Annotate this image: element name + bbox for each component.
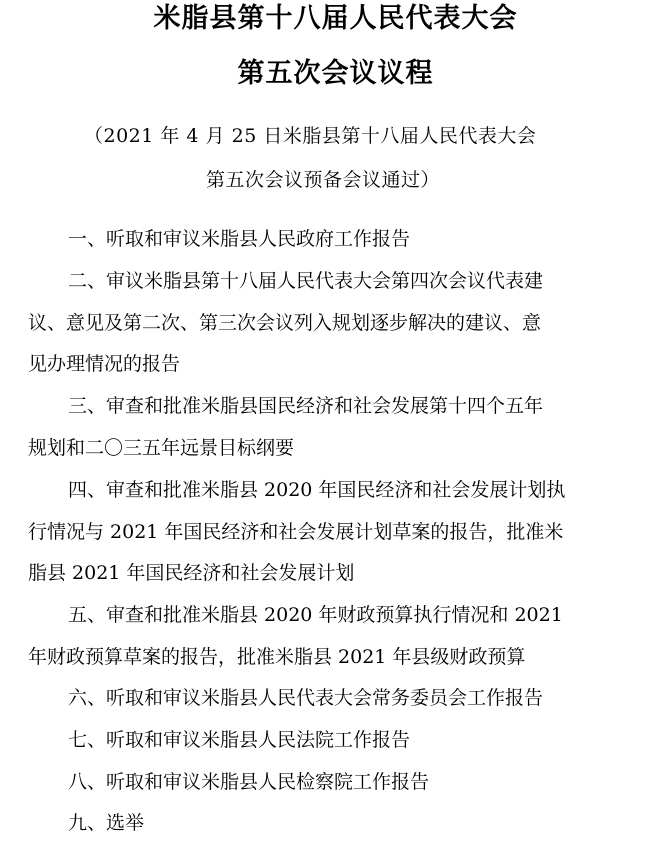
agenda-item-3-line-1: 三、审查和批准米脂县国民经济和社会发展第十四个五年	[68, 395, 544, 417]
agenda-item-4-line-1: 四、审查和批准米脂县 2020 年国民经济和社会发展计划执	[68, 479, 566, 501]
adoption-note-line-2: 第五次会议预备会议通过）	[206, 169, 441, 191]
agenda-item-8-line-1: 八、听取和审议米脂县人民检察院工作报告	[68, 771, 430, 793]
agenda-item-6-line-1: 六、听取和审议米脂县人民代表大会常务委员会工作报告	[68, 687, 544, 709]
agenda-item-2-line-1: 二、审议米脂县第十八届人民代表大会第四次会议代表建	[68, 270, 544, 292]
agenda-item-3-line-2: 规划和二〇三五年远景目标纲要	[28, 437, 295, 459]
agenda-item-2-line-3: 见办理情况的报告	[28, 353, 181, 375]
document-title-line-2: 第五次会议议程	[237, 58, 434, 89]
agenda-item-1-line-1: 一、听取和审议米脂县人民政府工作报告	[68, 228, 411, 250]
agenda-item-9-line-1: 九、选举	[68, 812, 145, 834]
agenda-item-5-line-2: 年财政预算草案的报告，批准米脂县 2021 年县级财政预算	[28, 646, 526, 668]
agenda-item-5-line-1: 五、审查和批准米脂县 2020 年财政预算执行情况和 2021	[68, 604, 563, 626]
adoption-note-line-1: （2021 年 4 月 25 日米脂县第十八届人民代表大会	[84, 125, 537, 147]
agenda-item-7-line-1: 七、听取和审议米脂县人民法院工作报告	[68, 729, 411, 751]
agenda-item-2-line-2: 议、意见及第二次、第三次会议列入规划逐步解决的建议、意	[28, 312, 542, 334]
document-title-line-1: 米脂县第十八届人民代表大会	[153, 3, 518, 34]
agenda-item-4-line-2: 行情况与 2021 年国民经济和社会发展计划草案的报告，批准米	[28, 521, 564, 543]
agenda-item-4-line-3: 脂县 2021 年国民经济和社会发展计划	[28, 562, 355, 584]
